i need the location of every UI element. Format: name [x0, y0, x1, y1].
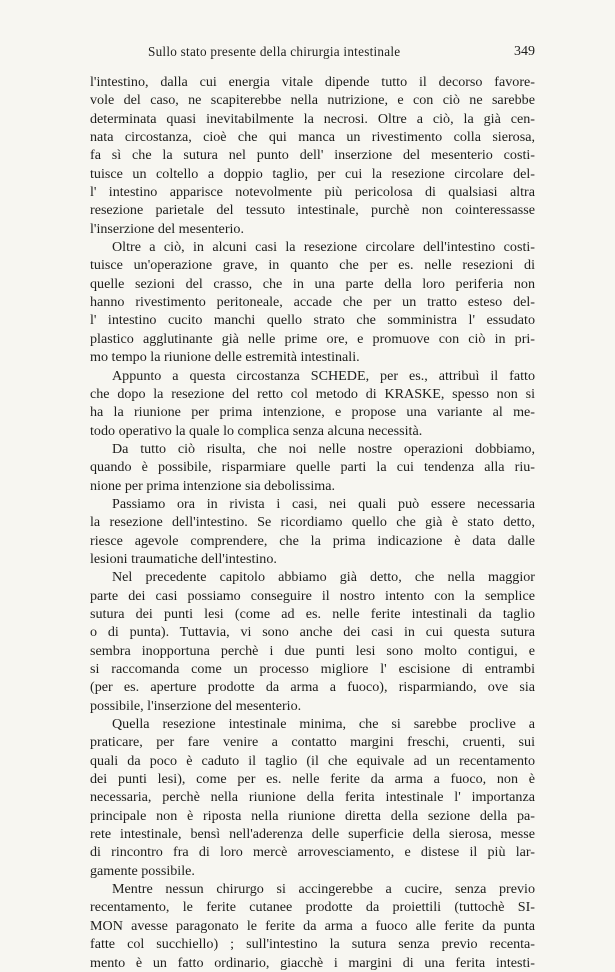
text-line: mo tempo la riunione delle estremità intestinali.: [90, 349, 360, 366]
text-line: fa sì che la sutura nel punto dell' inserzione del mesenterio costi-: [90, 147, 535, 164]
text-line: l' intestino apparisce notevolmente più pericolosa di qualsiasi altra: [90, 184, 535, 201]
text-line: Nel precedente capitolo abbiamo già detto, che nella maggior: [112, 569, 535, 586]
text-line: riesce agevole comprendere, che la prima indicazione è data dalle: [90, 532, 535, 549]
text-line: dei punti lesi), come per es. nelle ferite da arma a fuoco, non è: [90, 771, 535, 788]
text-line: hanno rivestimento peritoneale, accade che per un tratto esteso del-: [90, 294, 535, 311]
text-line: parte dei casi possiamo conseguire il nostro intento con la semplice: [90, 587, 535, 604]
body-text: [90, 73, 535, 972]
text-line: o di punta). Tuttavia, vi sono anche dei casi in cui questa sutura: [90, 624, 535, 641]
text-line: si raccomanda come un processo migliore l' escisione di entrambi: [90, 661, 535, 677]
text-line: praticare, per fare venire a contatto margini freschi, cruenti, sui: [90, 734, 535, 751]
text-line: ha la riunione per prima intenzione, e propose una variante al me-: [90, 404, 535, 421]
text-line: Passiamo ora in rivista i casi, nei quali può essere necessaria: [112, 495, 535, 512]
text-line: principale non è riposta nella riunione diretta della sezione della pa-: [90, 807, 535, 824]
text-line: l'intestino, dalla cui energia vitale dipende tutto il decorso favore-: [90, 74, 535, 90]
text-line: resezione parietale del tessuto intestinale, purchè non cointeressasse: [90, 202, 535, 219]
text-line: gamente possibile.: [90, 862, 195, 879]
text-line: recentamento, le ferite cutanee prodotte da proiettili (tuttochè SI-: [90, 899, 535, 916]
page-number: 349: [514, 44, 535, 59]
text-line: quando è possibile, risparmiare quelle parti la cui tendenza alla riu-: [90, 459, 535, 476]
text-line: nata circostanza, cioè che qui manca un rivestimento colla sierosa,: [90, 129, 535, 146]
text-line: nione per prima intenzione sia debolissima.: [90, 477, 336, 494]
text-line: vole del caso, ne scapiterebbe nella nutrizione, e con ciò ne sarebbe: [90, 92, 535, 109]
text-line: l' intestino cucito manchi quello strato che somministra l' essudato: [90, 312, 535, 329]
text-line: todo operativo la quale lo complica senza alcuna necessità.: [90, 422, 423, 439]
text-line: sembra inopportuna perchè i due punti lesi sono molto contigui, e: [90, 642, 535, 659]
text-line: lesioni traumatiche dell'intestino.: [90, 550, 277, 567]
text-line: plastico agglutinante già nelle prime ore, e promuove con ciò in pri-: [90, 330, 535, 347]
text-line: quelle sezioni del crasso, che in una parte della loro periferia non: [90, 275, 535, 292]
text-line: Oltre a ciò, in alcuni casi la resezione circolare dell'intestino costi-: [112, 239, 535, 256]
text-line: rete intestinale, bensì nell'aderenza delle superficie della sierosa, messe: [90, 826, 535, 843]
text-line: Appunto a questa circostanza SCHEDE, per es., attribuì il fatto: [112, 367, 535, 384]
text-line: di rincontro fra di loro mercè arrovesciamento, e distese il più lar-: [90, 844, 535, 861]
text-line: Mentre nessun chirurgo si accingerebbe a cucire, senza previo: [112, 881, 535, 898]
text-line: Da tutto ciò risulta, che noi nelle nostre operazioni dobbiamo,: [112, 440, 535, 457]
text-line: possibile, l'inserzione del mesenterio.: [90, 697, 302, 714]
text-line: sutura dei punti lesi (come ad es. nelle ferite intestinali da taglio: [90, 605, 535, 622]
text-line: determinata quasi inevitabilmente la necrosi. Oltre a ciò, la già cen-: [90, 110, 535, 127]
text-line: la resezione dell'intestino. Se ricordiamo quello che già è stato detto,: [90, 514, 535, 531]
text-line: tuisce un coltello a doppio taglio, per cui la resezione circolare del-: [90, 165, 535, 182]
text-line: mento è un fatto ordinario, giacchè i margini di una ferita intesti-: [90, 954, 535, 971]
running-head: Sullo stato presente della chirurgia intestinale: [148, 44, 401, 59]
page-header: [90, 44, 535, 64]
text-line: Quella resezione intestinale minima, che si sarebbe proclive a: [112, 716, 535, 733]
text-line: necessaria, perchè nella riunione della ferita intestinale l' importanza: [90, 789, 535, 806]
text-line: MON avesse paragonato le ferite da arma a fuoco alle ferite da punta: [90, 917, 535, 934]
text-line: che dopo la resezione del retto col metodo di KRASKE, spesso non si: [90, 385, 535, 402]
text-line: tuisce un'operazione grave, in quanto che per es. nelle resezioni di: [90, 257, 535, 274]
text-line: (per es. aperture prodotte da arma a fuoco), risparmiando, ove sia: [90, 679, 535, 696]
text-line: quali da poco è caduto il taglio (il che equivale ad un recentamento: [90, 752, 535, 769]
text-line: fatte col succhiello) ; sull'intestino la sutura senza previo recenta-: [90, 936, 535, 953]
text-line: l'inserzione del mesenterio.: [90, 220, 244, 237]
